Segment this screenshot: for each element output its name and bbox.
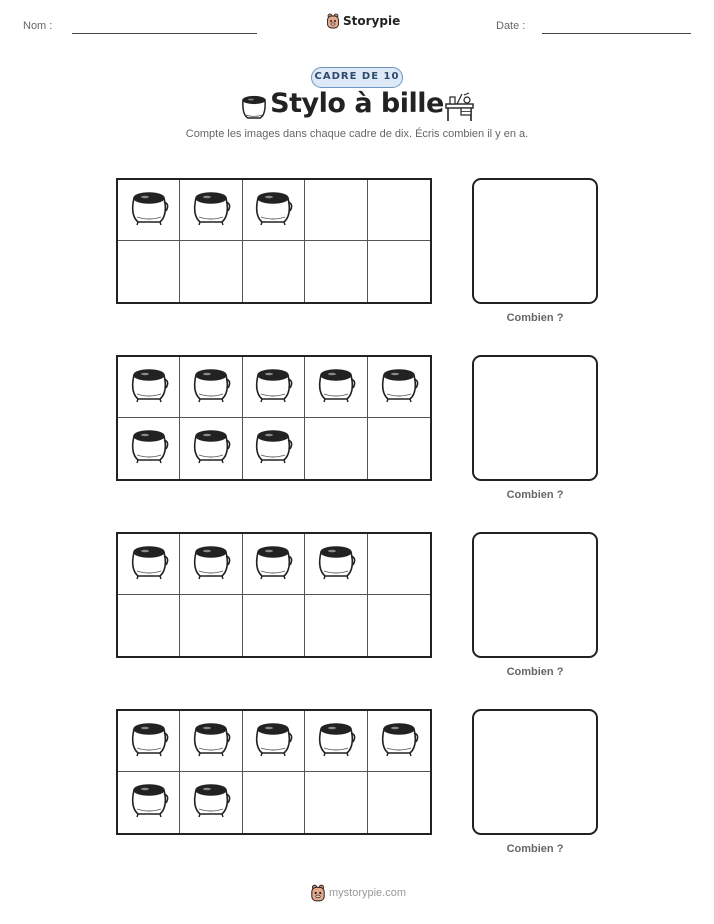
name-label: Nom : [23, 20, 53, 32]
frame-cell [118, 772, 180, 833]
answer-box-2[interactable] [472, 355, 598, 481]
frame-cell [243, 595, 305, 656]
frame-cell [243, 357, 305, 418]
frame-cell [243, 534, 305, 595]
footer [310, 884, 406, 902]
frame-cell [180, 711, 242, 772]
frame-cell [305, 595, 367, 656]
frame-cell [368, 595, 430, 656]
inkwell-pot-icon [190, 187, 232, 234]
inkwell-pot-icon [128, 718, 170, 765]
brand-logo [326, 13, 400, 29]
frame-cell [180, 180, 242, 241]
answer-box-1[interactable] [472, 178, 598, 304]
frame-cell [368, 772, 430, 833]
inkwell-pot-icon [252, 187, 294, 234]
frame-cell [305, 534, 367, 595]
inkwell-pot-icon [128, 187, 170, 234]
frame-cell [118, 241, 180, 302]
page-title: Stylo à bille [270, 88, 444, 119]
frame-cell [243, 418, 305, 479]
ten-frame-4 [116, 709, 432, 835]
frame-cell [305, 418, 367, 479]
inkwell-pot-icon [190, 718, 232, 765]
frame-cell [305, 180, 367, 241]
frame-cell [180, 534, 242, 595]
frame-cell [180, 418, 242, 479]
frame-cell [243, 241, 305, 302]
frame-cell [305, 357, 367, 418]
frame-cell [368, 241, 430, 302]
date-line[interactable] [542, 33, 691, 34]
frame-cell [243, 180, 305, 241]
inkwell-pot-icon [315, 541, 357, 588]
inkwell-pot-icon [190, 364, 232, 411]
storypie-mascot-icon [310, 884, 326, 902]
inkwell-pot-icon [128, 541, 170, 588]
instructions: Compte les images dans chaque cadre de dix. Écris combien il y en a. [185, 128, 529, 140]
frame-cell [118, 711, 180, 772]
frame-cell [180, 772, 242, 833]
inkwell-pot-icon [252, 541, 294, 588]
inkwell-pot-icon [315, 364, 357, 411]
footer-url: mystorypie.com [329, 887, 407, 899]
frame-cell [180, 595, 242, 656]
inkwell-pot-icon [252, 364, 294, 411]
activity-badge: CADRE DE 10 [311, 67, 403, 88]
inkwell-pot-icon [378, 718, 420, 765]
frame-cell [368, 180, 430, 241]
inkwell-pot-icon [315, 718, 357, 765]
inkwell-pot-icon [190, 425, 232, 472]
frame-cell [368, 357, 430, 418]
answer-label-2: Combien ? [506, 489, 564, 501]
brand-name: Storypie [343, 14, 401, 28]
answer-label-4: Combien ? [506, 843, 564, 855]
inkwell-pot-icon [190, 541, 232, 588]
inkwell-pot-icon [128, 364, 170, 411]
ten-frame-2 [116, 355, 432, 481]
frame-cell [118, 595, 180, 656]
inkwell-pot-icon [252, 425, 294, 472]
frame-cell [368, 711, 430, 772]
inkwell-pot-icon [128, 779, 170, 826]
frame-cell [180, 241, 242, 302]
frame-cell [118, 357, 180, 418]
frame-cell [118, 418, 180, 479]
frame-cell [243, 772, 305, 833]
frame-cell [118, 534, 180, 595]
inkwell-pot-icon [190, 779, 232, 826]
frame-cell [368, 534, 430, 595]
frame-cell [305, 711, 367, 772]
name-line[interactable] [72, 33, 257, 34]
answer-box-4[interactable] [472, 709, 598, 835]
writing-desk-icon [444, 92, 476, 122]
frame-cell [305, 241, 367, 302]
frame-cell [368, 418, 430, 479]
inkwell-pot-icon [128, 425, 170, 472]
inkwell-pot-icon [378, 364, 420, 411]
storypie-mascot-icon [326, 13, 340, 29]
frame-cell [305, 772, 367, 833]
frame-cell [243, 711, 305, 772]
ten-frame-1 [116, 178, 432, 304]
answer-label-1: Combien ? [506, 312, 564, 324]
ten-frame-3 [116, 532, 432, 658]
answer-box-3[interactable] [472, 532, 598, 658]
frame-cell [118, 180, 180, 241]
frame-cell [180, 357, 242, 418]
inkwell-pot-icon [252, 718, 294, 765]
answer-label-3: Combien ? [506, 666, 564, 678]
date-label: Date : [496, 20, 526, 32]
